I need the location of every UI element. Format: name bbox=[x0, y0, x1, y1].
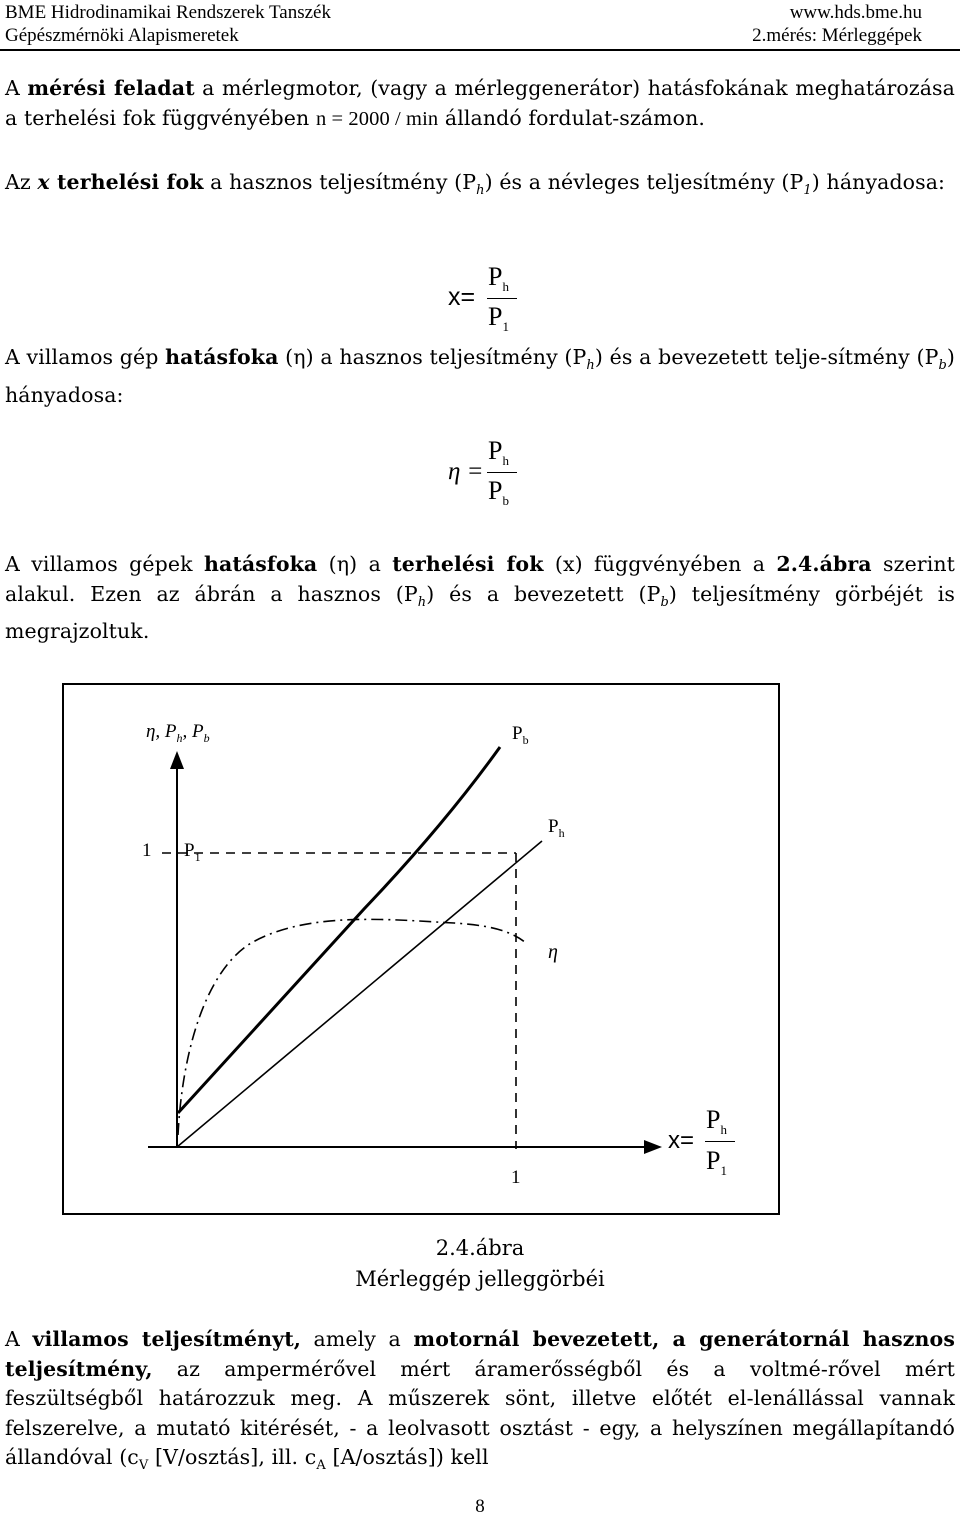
header-right-bottom: 2.mérés: Mérleggépek bbox=[752, 25, 922, 46]
motor-generator-term: motornál bevezetett, a generátornál hasznos teljesítmény, bbox=[5, 1327, 955, 1381]
p3-b: (η) a hasznos teljesítmény (P bbox=[278, 345, 587, 369]
formula-eta bbox=[440, 436, 540, 516]
header-rule bbox=[0, 49, 960, 51]
figure-caption-title: Mérleggép jelleggörbéi bbox=[355, 1267, 605, 1291]
p3-sub-b: b bbox=[938, 358, 947, 374]
y-axis-label: η, $P_h$, $P_b$ bbox=[146, 721, 210, 745]
formula-x-lhs: x= bbox=[448, 283, 476, 311]
y-axis-arrowhead bbox=[170, 751, 184, 769]
header-left-bottom: Gépészmérnöki Alapismeretek bbox=[5, 25, 239, 46]
figure-ref: 2.4.ábra bbox=[776, 552, 872, 576]
figure-caption-number: 2.4.ábra bbox=[435, 1236, 525, 1260]
ph-label: $P_h$ bbox=[548, 816, 565, 840]
paragraph-efficiency bbox=[5, 343, 955, 410]
p5-a: A bbox=[5, 1327, 33, 1351]
formula-eta-bar bbox=[487, 472, 517, 473]
electric-power-term: villamos teljesítményt, bbox=[32, 1327, 301, 1351]
efficiency-term-2: hatásfoka bbox=[203, 552, 318, 576]
p5-b: amely a bbox=[301, 1327, 414, 1351]
load-term: terhelési fok bbox=[49, 170, 204, 194]
pb-curve bbox=[178, 747, 500, 1113]
ph-line bbox=[177, 841, 542, 1147]
p2-c: ) és a névleges teljesítmény (P bbox=[484, 170, 804, 194]
p2-a: Az bbox=[5, 170, 38, 194]
x-axis-formula-lhs: x= bbox=[668, 1127, 695, 1154]
figure-2-4 bbox=[62, 683, 780, 1215]
x-symbol: x bbox=[37, 170, 50, 194]
formula-eta-lhs: η = bbox=[448, 458, 484, 485]
x-axis-formula-num: $P_h$ bbox=[706, 1105, 727, 1138]
p3-c: ) és a bevezetett telje-sítmény (P bbox=[594, 345, 939, 369]
p4-c: (x) függvényében a bbox=[543, 552, 777, 576]
paragraph-task: A mérési feladat a mérlegmotor, (vagy a mérleggenerátor) hatásfokának meghatározása a terhelési fok függvényében n = 2000 / min állandó fordulat-számon. bbox=[5, 76, 955, 130]
p1-label: $P_1$ bbox=[184, 840, 201, 864]
p3-a: A villamos gép bbox=[5, 345, 166, 369]
formula-x-num: $P_h$ bbox=[488, 262, 509, 295]
p5-d: [V/osztás], ill. c bbox=[148, 1445, 317, 1469]
y-tick-1: 1 bbox=[142, 840, 152, 861]
p4-f: ) teljesítmény görbéjét is megrajzoltuk. bbox=[5, 581, 955, 644]
formula-x-den: $P_1$ bbox=[488, 302, 509, 335]
p1-text-end: állandó fordulat-számon. bbox=[438, 105, 706, 130]
formula-eta-den: $P_b$ bbox=[488, 476, 509, 509]
paragraph-figure-intro bbox=[5, 550, 955, 647]
task-term: mérési feladat bbox=[27, 76, 195, 100]
p1-text: a mérlegmotor, (vagy a mérleggenerátor) hatásfokának meghatározása a terhelési fok függvényében bbox=[5, 76, 955, 130]
p5-e: [A/osztás]) kell bbox=[325, 1445, 489, 1469]
formula-eta-num: $P_h$ bbox=[488, 436, 509, 469]
header-right-top: www.hds.bme.hu bbox=[789, 2, 922, 23]
header-left-top: BME Hidrodinamikai Rendszerek Tanszék bbox=[5, 2, 331, 23]
p2-sub-h: h bbox=[476, 183, 485, 199]
p4-sub-h: h bbox=[417, 594, 427, 610]
pb-label: $P_b$ bbox=[512, 723, 529, 747]
p4-sub-b: b bbox=[660, 594, 669, 610]
x-tick-1: 1 bbox=[511, 1167, 521, 1188]
p2-sub-1: 1 bbox=[803, 183, 812, 199]
p5-sub-v: V bbox=[138, 1458, 149, 1474]
p3-sub-h: h bbox=[586, 358, 595, 374]
paragraph-electrical-power bbox=[5, 1325, 955, 1481]
p4-e: ) és a bevezetett (P bbox=[426, 581, 661, 606]
p2-d: ) hányadosa: bbox=[811, 170, 946, 194]
p5-c: az ampermérővel mért áramerősségből és a voltmé-rővel mért feszültségből határozzuk meg. A műszerek sönt, illetve előtét el-lenállással vannak felszerelve, a mutató kitérését, - a leolvasott osztást - egy, a helyszínen megállapítandó állandóval (c bbox=[5, 1356, 955, 1469]
p5-sub-a: A bbox=[316, 1458, 326, 1474]
efficiency-term: hatásfoka bbox=[165, 345, 279, 369]
paragraph-load-ratio bbox=[5, 168, 955, 206]
speed-expression: n = 2000 / min bbox=[315, 107, 439, 130]
p4-b: (η) a bbox=[317, 552, 393, 576]
p4-d: szerint alakul. Ezen az ábrán a hasznos (P bbox=[5, 552, 955, 606]
p2-b: a hasznos teljesítmény (P bbox=[203, 170, 477, 194]
p4-a: A villamos gépek bbox=[5, 552, 204, 576]
eta-label: η bbox=[548, 941, 558, 963]
x-axis-arrowhead bbox=[644, 1140, 662, 1154]
x-axis-formula bbox=[668, 1105, 768, 1185]
formula-x bbox=[440, 262, 540, 342]
p3-d: ) hányadosa: bbox=[5, 345, 955, 407]
x-axis-formula-bar bbox=[705, 1141, 735, 1142]
load-term-2: terhelési fok bbox=[392, 552, 544, 576]
x-axis-formula-den: $P_1$ bbox=[706, 1146, 727, 1179]
page-number: 8 bbox=[475, 1496, 485, 1517]
formula-x-bar bbox=[487, 298, 517, 299]
